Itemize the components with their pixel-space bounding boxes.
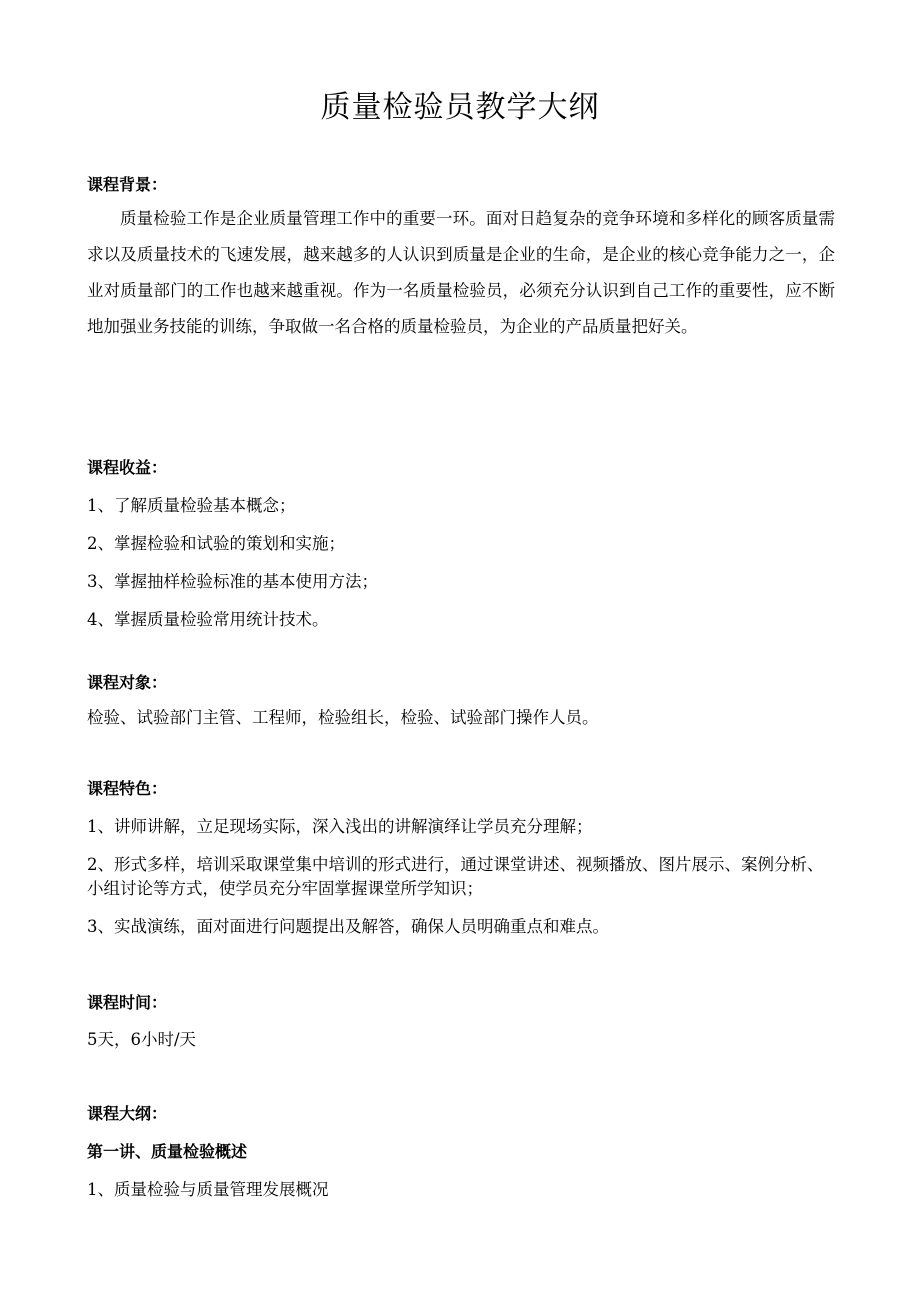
section-outline <box>87 1102 835 1202</box>
section-benefits <box>87 456 835 632</box>
document-title: 质量检验员教学大纲 <box>320 90 600 125</box>
benefit-item: 1、了解质量检验基本概念； <box>87 496 296 515</box>
lecture-1-title: 第一讲、质量检验概述 <box>87 1142 248 1161</box>
outline-item: 1、质量检验与质量管理发展概况 <box>87 1180 329 1199</box>
duration-heading: 课程时间： <box>87 993 168 1012</box>
benefit-item: 4、掌握质量检验常用统计技术。 <box>87 610 329 629</box>
feature-item: 2、形式多样，培训采取课堂集中培训的形式进行，通过课堂讲述、视频播放、图片展示、案例分析、小组讨论等方式，使学员充分牢固掌握课堂所学知识； <box>87 855 824 898</box>
benefits-heading: 课程收益： <box>87 458 168 477</box>
benefit-item: 3、掌握抽样检验标准的基本使用方法； <box>87 572 378 591</box>
background-heading: 课程背景： <box>87 175 168 194</box>
feature-item: 1、讲师讲解，立足现场实际，深入浅出的讲解演绎让学员充分理解； <box>87 817 593 836</box>
section-features <box>87 777 835 939</box>
background-text: 质量检验工作是企业质量管理工作中的重要一环。面对日趋复杂的竞争环境和多样化的顾客质量需求以及质量技术的飞速发展，越来越多的人认识到质量是企业的生命，是企业的核心竞争能力之一，企业对质量部门的工作也越来越重视。作为一名质量检验员，必须充分认识到自己工作的重要性，应不断地加强业务技能的训练，争取做一名合格的质量检验员，为企业的产品质量把好关。 <box>87 209 835 336</box>
benefit-item: 2、掌握检验和试验的策划和实施； <box>87 534 345 553</box>
audience-heading: 课程对象： <box>87 673 168 692</box>
features-heading: 课程特色： <box>87 779 168 798</box>
outline-heading: 课程大纲： <box>87 1104 168 1123</box>
audience-text: 检验、试验部门主管、工程师，检验组长，检验、试验部门操作人员。 <box>87 708 599 727</box>
section-background <box>87 173 835 345</box>
duration-text: 5天，6小时/天 <box>87 1030 197 1049</box>
section-duration <box>87 991 835 1052</box>
feature-item: 3、实战演练，面对面进行问题提出及解答，确保人员明确重点和难点。 <box>87 917 609 936</box>
section-audience <box>87 671 835 730</box>
